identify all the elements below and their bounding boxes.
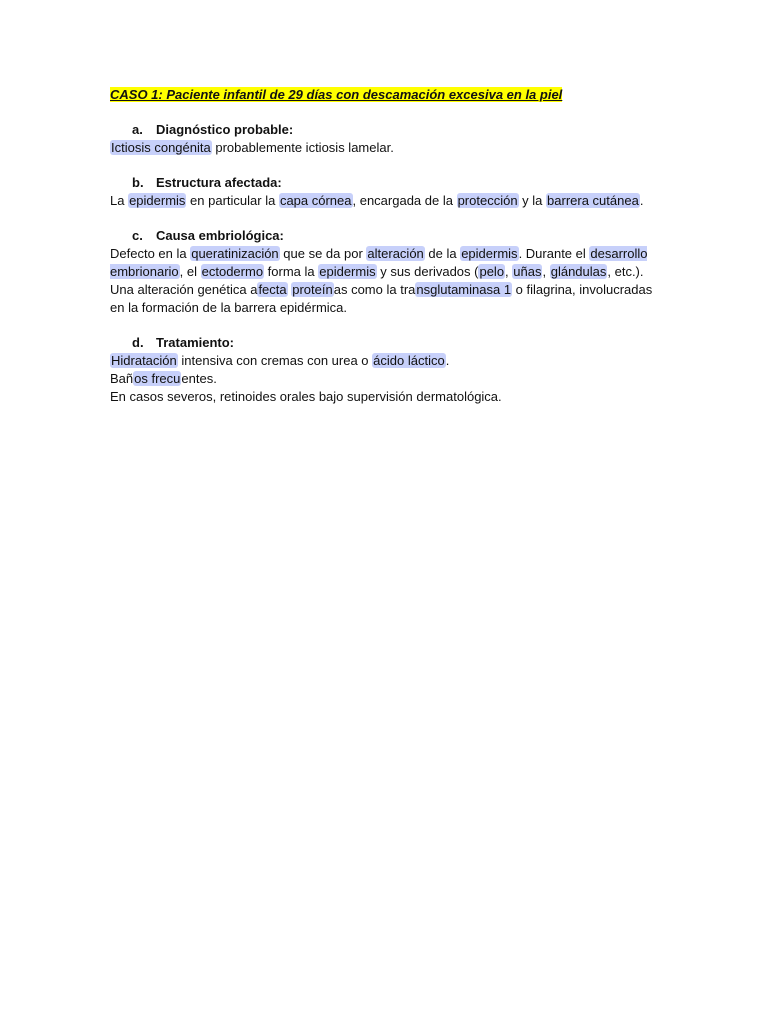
highlighted-text: epidermis — [129, 193, 186, 208]
text-run: La — [110, 193, 129, 208]
paragraph — [110, 352, 670, 370]
highlighted-text: Ictiosis congénita — [111, 140, 211, 155]
section-heading-text: Causa embriológica: — [156, 228, 284, 243]
text-run: , el — [179, 264, 201, 279]
text-run: as como la tra — [333, 282, 416, 297]
text-run: , — [505, 264, 513, 279]
highlighted-text: barrera cutánea — [547, 193, 639, 208]
highlighted-text: Hidratación — [111, 353, 177, 368]
highlighted-text: ácido láctico — [373, 353, 445, 368]
highlighted-text: os frecu — [134, 371, 181, 386]
text-run: y sus derivados ( — [376, 264, 479, 279]
paragraph — [110, 139, 670, 157]
paragraph — [110, 370, 670, 388]
section-heading — [110, 334, 670, 352]
highlighted-text: ectodermo — [201, 264, 264, 279]
highlighted-text: uñas — [513, 264, 542, 279]
section-letter: c. — [132, 228, 143, 243]
text-run: forma la — [264, 264, 319, 279]
section-c — [110, 227, 670, 317]
section-d — [110, 334, 670, 406]
highlighted-text: protección — [457, 193, 518, 208]
text-run: y la — [518, 193, 547, 208]
text-run: o filagrina, involucradas en la formación de la barrera epidérmica. — [110, 282, 653, 315]
section-heading — [110, 227, 670, 245]
section-letter: d. — [132, 335, 144, 350]
section-a — [110, 121, 670, 157]
highlighted-text: glándulas — [550, 264, 607, 279]
highlighted-text: epidermis — [319, 264, 376, 279]
section-heading-text: Diagnóstico probable: — [156, 122, 294, 137]
case-title-line — [110, 86, 670, 104]
section-heading-text: Estructura afectada: — [156, 175, 282, 190]
text-run: En casos severos, retinoides orales bajo supervisión dermatológica. — [110, 389, 502, 404]
highlighted-text: fecta — [258, 282, 287, 297]
text-run: probablemente ictiosis lamelar. — [211, 140, 394, 155]
text-run: entes. — [181, 371, 217, 386]
text-run: de la — [424, 246, 461, 261]
highlighted-text: pelo — [479, 264, 505, 279]
section-b — [110, 174, 670, 210]
text-run: que se da por — [279, 246, 367, 261]
text-run: , — [542, 264, 550, 279]
paragraph — [110, 245, 670, 317]
text-run: , etc.). Una alteración genética a — [110, 264, 644, 297]
text-run: . Durante el — [518, 246, 590, 261]
highlighted-text: epidermis — [461, 246, 518, 261]
text-run: . — [445, 353, 450, 368]
text-run: . — [639, 193, 644, 208]
highlighted-text: desarrollo embrionario — [110, 246, 648, 279]
section-heading — [110, 174, 670, 192]
text-run: en particular la — [186, 193, 279, 208]
highlighted-text: proteín — [292, 282, 333, 297]
section-heading-text: Tratamiento: — [156, 335, 235, 350]
paragraph — [110, 388, 670, 406]
highlighted-text: alteración — [367, 246, 424, 261]
document-body — [110, 86, 670, 406]
section-heading — [110, 121, 670, 139]
text-run: intensiva con cremas con urea o — [177, 353, 373, 368]
sections-container — [110, 121, 670, 406]
paragraph — [110, 192, 670, 210]
highlighted-text: queratinización — [191, 246, 279, 261]
section-letter: a. — [132, 122, 143, 137]
section-letter: b. — [132, 175, 144, 190]
case-title: CASO 1: Paciente infantil de 29 días con descamación excesiva en la piel — [110, 87, 563, 102]
highlighted-text: capa córnea — [279, 193, 352, 208]
text-run: Bañ — [110, 371, 134, 386]
text-run: Defecto en la — [110, 246, 191, 261]
text-run: , encargada de la — [352, 193, 457, 208]
highlighted-text: nsglutaminasa 1 — [416, 282, 512, 297]
